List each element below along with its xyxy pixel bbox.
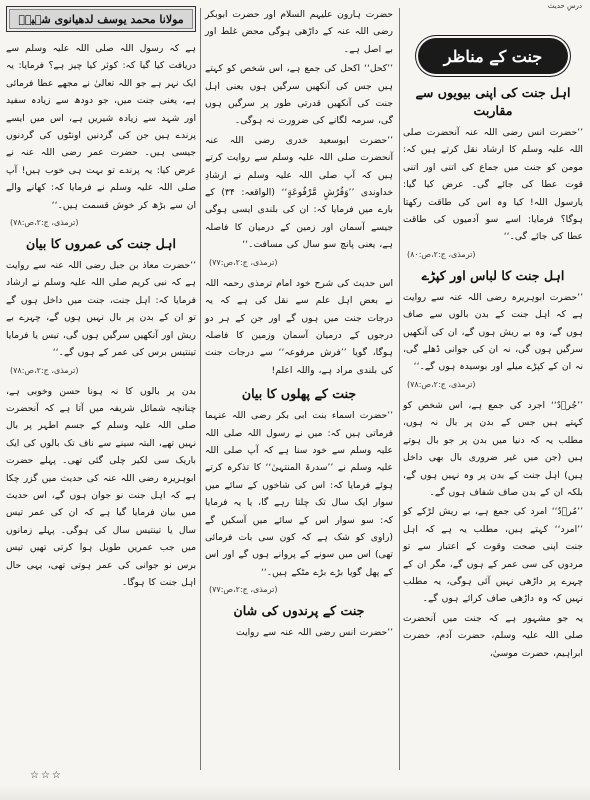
- citation: (ترمذی، ج:۲،ص:۷۸): [10, 218, 79, 228]
- article-paragraph: ’’حضرت ابوہریرہ رضی اللہ عنہ سے روایت ہے کہ اہل جنت کے بدن بالوں سے صاف ہوں گے، وہ بے ریش ہوں گے، ان کی آنکھیں سرگیں ہوں گی، نہ ان کی جوانی ڈھلے گی، نہ ان کے کپڑے میلے اور بوسیدہ ہوں گے۔‘‘: [403, 291, 583, 373]
- article-paragraph: ’’حضرت انس رضی اللہ عنہ آنحضرت صلی اللہ علیہ وسلم کا ارشاد نقل کرتے ہیں کہ: مومن کو جنت میں جماع کی اتنی اور اتنی قوت عطا کی جائے گی۔ عرض کیا گیا: یارسول اللہ! کیا وہ اس کی طاقت رکھتا ہوگا؟ فرمایا: اسے سو آدمیوں کی طاقت عطا کی جائے گی۔‘‘: [403, 127, 583, 243]
- section-heading: جنت کے پرندوں کی شان: [233, 603, 365, 619]
- running-head: درسِ حدیث: [547, 2, 582, 10]
- section-heading: اہل جنت کا لباس اور کپڑے: [421, 267, 565, 283]
- section-heading: اہل جنت کی عمروں کا بیان: [25, 236, 177, 252]
- article-paragraph: ’’مُرۡدٌ‘‘ امرد کی جمع ہے، بے ریش لڑکے کو ’’امرد‘‘ کہتے ہیں، مطلب یہ ہے کہ اہل جنت اپنی صحت وقوت کے اعتبار سے تو مردوں کی سی عمر کے ہوں گے، مگر ان کے چہرے پر داڑھی نہیں آئی ہوگی، یہ مطلب نہیں کہ وہ داڑھی صاف کرائے ہوں گے۔: [403, 506, 583, 605]
- left-column: [6, 6, 196, 593]
- author-byline-box: مولانا محمد یوسف لدھیانوی شہیدؒ: [6, 6, 196, 32]
- article-paragraph: ہے کہ رسول اللہ صلی اللہ علیہ وسلم سے دریافت کیا گیا کہ: کوثر کیا چیز ہے؟ فرمایا: یہ ایک نہر ہے جو اللہ تعالیٰ نے مجھے عطا فرمائی ہے، یعنی جنت میں، جو دودھ سے زیادہ سفید اور شہد سے زیادہ شیریں ہے، اس میں ایسے پرندے ہیں جن کی گردنیں اونٹوں کی گردنوں جیسی ہیں۔ حضرت عمر رضی اللہ عنہ نے عرض کیا: یہ پرندے تو بہت ہی خوب ہیں! آپ صلی اللہ علیہ وسلم نے فرمایا کہ: کھانے والے ان سے بڑھ کر خوش قسمت ہیں۔‘‘: [6, 43, 196, 211]
- citation: (ترمذی، ج:۲،ص:۷۷): [209, 585, 278, 595]
- section-heading: جنت کے پھلوں کا بیان: [241, 386, 357, 402]
- article-paragraph: یہ جو مشہور ہے کہ جنت میں آنحضرت صلی اللہ علیہ وسلم، حضرت آدم، حضرت ابراہیم، حضرت موسیٰ،: [403, 612, 583, 659]
- article-paragraph: ’’حضرت انس رضی اللہ عنہ سے روایت: [236, 627, 393, 639]
- citation: (ترمذی، ج:۲،ص:۷۸): [407, 379, 476, 389]
- article-paragraph: ’’حضرت معاذ بن جبل رضی اللہ عنہ سے روایت ہے کہ نبی کریم صلی اللہ علیہ وسلم نے ارشاد فرمایا کہ: اہل جنت، جنت میں داخل ہوں گے تو ان کے بدن پر بال نہیں ہوں گے، چہرے بے ریش اور آنکھیں سرگیں ہوں گی، تیس یا فرمایا تینتیس برس کی عمر کے ہوں گے۔‘‘: [6, 260, 196, 359]
- right-column: [403, 14, 583, 664]
- article-paragraph: بدن پر بالوں کا نہ ہونا حسن وخوبی ہے، چنانچہ شمائل شریفہ میں آتا ہے کہ آنحضرت صلی اللہ علیہ وسلم کے جسم اطہر پر بال نہیں تھے، البتہ سینے سے ناف تک بالوں کی ایک باریک سی لکیر چلی گئی تھی۔ پہلے حضرت ابوہریرہ رضی اللہ عنہ کی حدیث میں گزر چکا ہے کہ اہل جنت نو جوان ہوں گے، اس حدیث میں بیان فرمایا گیا ہے کہ ان کی عمر تیس سال یا تینتیس سال کی ہوگی۔ پہلے زمانوں میں جب عمریں طویل ہوا کرتی تھیں تیس برس نو جوانی کی عمر ہوتی تھی، یہی حال اہل جنت کا ہوگا۔: [6, 385, 196, 588]
- article-paragraph: ’’حضرت ابوسعید خدری رضی اللہ عنہ آنحضرت صلی اللہ علیہ وسلم سے روایت کرتے ہیں کہ آپ صلی اللہ علیہ وسلم نے ارشادِ خداوندی ’’وَفُرُشٍ مَّرْفُوعَةٍ‘‘ (الواقعہ: ۳۴) کے بارے میں فرمایا کہ: ان کی بلندی ایسی ہوگی جیسے آسمان اور زمین کے درمیان کا فاصلہ ہے، یعنی پانچ سو سال کی مسافت۔‘‘: [205, 134, 393, 251]
- page-bottom-edge: [0, 786, 590, 800]
- article-paragraph: حضرت ہارون علیہم السلام اور حضرت ابوبکر رضی اللہ عنہ کے داڑھی ہوگی محض غلط اور بے اصل ہے۔: [205, 9, 393, 55]
- citation: (ترمذی، ج:۲،ص:۸۰): [407, 249, 476, 259]
- section-heading: اہل جنت کی اپنی بیویوں سے مقاربت: [415, 85, 571, 118]
- column-divider: [200, 8, 201, 770]
- citation: (ترمذی، ج:۲،ص:۷۷): [209, 257, 278, 267]
- middle-column: [205, 6, 393, 644]
- article-paragraph: ’’جُرۡدٌ‘‘ اجرد کی جمع ہے، اس شخص کو کہتے ہیں جس کے بدن پر بال نہ ہوں، مطلب یہ کہ دنیا میں بدن پر جو بال ہوتے ہیں (جن میں غیر ضروری بال بھی داخل ہیں) اہل جنت کے بدن پر وہ نہیں ہوں گے، بلکہ ان کے بدن صاف شفاف ہوں گے۔: [403, 399, 583, 498]
- article-paragraph: ’’کحل‘‘ اکحل کی جمع ہے، اس شخص کو کہتے ہیں جس کی آنکھیں سرگیں ہوں یعنی اہل جنت کی آنکھیں قدرتی طور پر سرگیں ہوں گی، سرمہ لگانے کی ضرورت نہ ہوگی۔: [205, 63, 393, 127]
- citation: (ترمذی، ج:۲،ص:۷۸): [10, 365, 79, 375]
- article-paragraph: اس حدیث کی شرح خود امام ترمذی رحمہ اللہ نے بعض اہل علم سے نقل کی ہے کہ یہ درجات جنت میں ہوں گے اور جن کے ہر دو درجوں کے درمیان آسمان وزمین کا فاصلہ ہوگا، گویا ’’فرش مرفوعہ‘‘ سے درجات جنت کی بلندی مراد ہے، واللہ اعلم!: [205, 277, 393, 376]
- end-stars-ornament: ☆☆☆: [30, 770, 63, 781]
- article-paragraph: ’’حضرت اسماء بنت ابی بکر رضی اللہ عنہما فرماتی ہیں کہ: میں نے رسول اللہ صلی اللہ علیہ وسلم سے خود سنا ہے کہ آپ صلی اللہ علیہ وسلم نے ’’سدرۃ المنتہیٰ‘‘ کا تذکرہ کرتے ہوئے فرمایا کہ: اس کی شاخوں کے سائے میں سوار ایک سال تک چلتا رہے گا، یا یہ فرمایا کہ: سو سوار اس کے سائے میں آسکیں گے (راوی کو شک ہے کہ کون سی بات فرمائی تھی) اس میں سونے کے پروانے ہوں گے اور اس کے پھل گویا بڑے بڑے مٹکے ہیں۔‘‘: [205, 410, 393, 578]
- section-title-banner: جنت کے مناظر: [418, 38, 568, 74]
- column-divider: [399, 8, 400, 770]
